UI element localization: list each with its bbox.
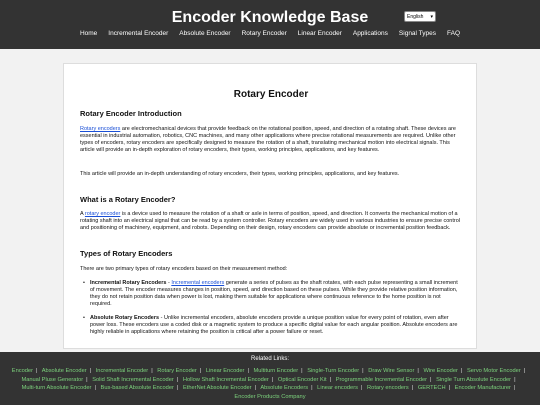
page-title: Rotary Encoder: [233, 89, 309, 100]
link-separator: |: [417, 368, 419, 374]
link-separator: |: [513, 385, 516, 391]
footer-link[interactable]: Hollow Shaft Incremental Encoder: [182, 376, 269, 383]
footer-link[interactable]: Manual Pluse Generator: [21, 376, 84, 383]
footer-link[interactable]: Programmable Incremental Encoder: [335, 376, 428, 383]
link-separator: |: [301, 368, 303, 374]
footer-link[interactable]: Rotary encoders: [367, 385, 409, 391]
nav-applications[interactable]: Applications: [352, 30, 388, 37]
bullet-icon: •: [83, 315, 85, 321]
rotary-encoder-link[interactable]: rotary encoder: [84, 211, 121, 217]
rotary-encoders-link[interactable]: Rotary encoders: [80, 126, 121, 132]
footer-link[interactable]: Single-Turn Encoder: [307, 368, 360, 374]
link-separator: |: [176, 376, 179, 383]
list-item-incremental: [83, 280, 462, 308]
link-separator: |: [151, 368, 153, 374]
footer-link[interactable]: Solid Shaft Incremental Encoder: [92, 376, 174, 383]
footer-link[interactable]: Draw Wire Sensor: [368, 368, 415, 374]
link-separator: |: [514, 376, 516, 383]
footer-link[interactable]: Rotary Encoder: [157, 368, 197, 374]
site-header: [0, 0, 540, 49]
link-separator: |: [430, 376, 432, 383]
link-separator: |: [35, 368, 38, 374]
site-footer: [0, 352, 540, 405]
footer-link[interactable]: Incremental Encoder: [95, 368, 149, 374]
footer-link[interactable]: EtherNet Absolute Encoder: [182, 385, 252, 391]
link-separator: |: [329, 376, 332, 383]
incremental-dash: -: [166, 280, 172, 286]
footer-link[interactable]: Single Turn Absolute Encoder: [436, 376, 512, 383]
link-separator: |: [247, 368, 249, 374]
footer-link[interactable]: Bus-based Absolute Encoder: [100, 385, 174, 391]
footer-link[interactable]: Linear Encoder: [205, 368, 245, 374]
link-separator: |: [94, 385, 96, 391]
footer-link[interactable]: Absolute Encoders: [260, 385, 309, 391]
what-paragraph: [80, 211, 462, 232]
nav-signal-types[interactable]: Signal Types: [398, 30, 437, 37]
footer-link[interactable]: Optical Encoder Kit: [277, 376, 327, 383]
link-separator: |: [460, 368, 463, 374]
link-separator: |: [199, 368, 202, 374]
link-separator: |: [271, 376, 274, 383]
list-item-absolute: [83, 315, 462, 336]
chevron-down-icon: ▾: [430, 14, 433, 20]
link-separator: |: [448, 385, 451, 391]
article-card: [63, 63, 477, 349]
site-title: Encoder Knowledge Base: [171, 9, 369, 26]
what-heading: What is a Rotary Encoder?: [80, 195, 176, 204]
nav-linear-encoder[interactable]: Linear Encoder: [297, 30, 342, 37]
types-heading: Types of Rotary Encoders: [80, 249, 173, 258]
incremental-encoders-link[interactable]: Incremental encoders: [171, 280, 225, 286]
footer-link[interactable]: GERTECH: [417, 385, 446, 391]
bullet-icon: •: [83, 280, 85, 286]
related-links-list: [0, 367, 540, 401]
link-separator: |: [360, 385, 363, 391]
footer-link[interactable]: Encoder: [11, 368, 33, 374]
absolute-text: - Unlike incremental encoders, absolute encoders provide a unique position value for every point of rotation, even after power loss. These encoders use a coded disk or a magnetic system to produce a specific digital value for each angular position. Absolute encoders are highly reliable in applications where retaining the position is critical after a power failure or reset.: [90, 315, 458, 335]
footer-link[interactable]: Absolute Encoder: [41, 368, 87, 374]
link-separator: |: [311, 385, 313, 391]
intro-summary: This article will provide an in-depth understanding of rotary encoders, their types, working principles, applications, and key features.: [80, 171, 400, 177]
language-select[interactable]: [404, 11, 436, 22]
types-intro: There are two primary types of rotary encoders based on their measurement method:: [80, 266, 288, 272]
footer-link[interactable]: Linear encoders: [317, 385, 358, 391]
incremental-label: Incremental Rotary Encoders: [90, 280, 167, 286]
link-separator: |: [254, 385, 257, 391]
nav-home[interactable]: Home: [79, 30, 98, 37]
link-separator: |: [362, 368, 364, 374]
footer-link[interactable]: Wire Encoder: [423, 368, 458, 374]
nav-incremental-encoder[interactable]: Incremental Encoder: [108, 30, 169, 37]
intro-paragraph-text: are electromechanical devices that provide feedback on the rotational position, speed, and direction of a rotating shaft. These devices are essential in industrial automation, robotics, CNC machines, and many other applications where precise rotational measurements are required. Unlike other types of encoders, rotary encoders are specifically designed to measure the rotation of a shaft, translating mechanical motion into electrical signals. This article will provide an in-depth exploration of rotary encoders, their types, working principles, applications, and key features.: [80, 126, 456, 153]
intro-paragraph: [80, 126, 462, 154]
link-separator: |: [89, 368, 92, 374]
footer-link[interactable]: Multi-turn Absolute Encoder: [21, 385, 92, 391]
nav-absolute-encoder[interactable]: Absolute Encoder: [179, 30, 231, 37]
main-nav: [0, 30, 540, 37]
absolute-label: Absolute Rotary Encoders: [90, 315, 160, 321]
footer-link[interactable]: Servo Motor Encoder: [466, 368, 521, 374]
footer-link[interactable]: Multiturn Encoder: [253, 368, 299, 374]
link-separator: |: [523, 368, 526, 374]
language-value: English: [407, 14, 424, 20]
incremental-text: generate a series of pulses as the shaft rotates, with each pulse representing a small increment of movement. The encoder measures changes in position, speed, and direction based on these pulses. While they provide relative position information, they do not retain position data when power is lost, making them suitable for applications where continuous reference to the home position is not required.: [90, 280, 458, 307]
link-separator: |: [411, 385, 414, 391]
link-separator: |: [176, 385, 179, 391]
nav-faq[interactable]: FAQ: [447, 30, 461, 37]
footer-link[interactable]: Encoder Manufacturer: [454, 385, 511, 391]
footer-link[interactable]: Encoder Products Company: [234, 393, 306, 400]
what-paragraph-text: is a device used to measure the rotation of a shaft or axle in terms of position, speed, and direction. It converts the mechanical motion of a rotating shaft into an electrical signal that can be read by a system controller. Rotary encoders are widely used in various industries to ensure precise control and positioning of machinery, equipment, and robots. Depending on their design, rotary encoders can provide absolute or incremental position feedback.: [80, 211, 461, 231]
link-separator: |: [86, 376, 88, 383]
intro-heading: Rotary Encoder Introduction: [80, 109, 182, 118]
related-links-title: Related Links:: [250, 356, 290, 362]
what-prefix: A: [80, 211, 85, 217]
nav-rotary-encoder[interactable]: Rotary Encoder: [241, 30, 287, 37]
